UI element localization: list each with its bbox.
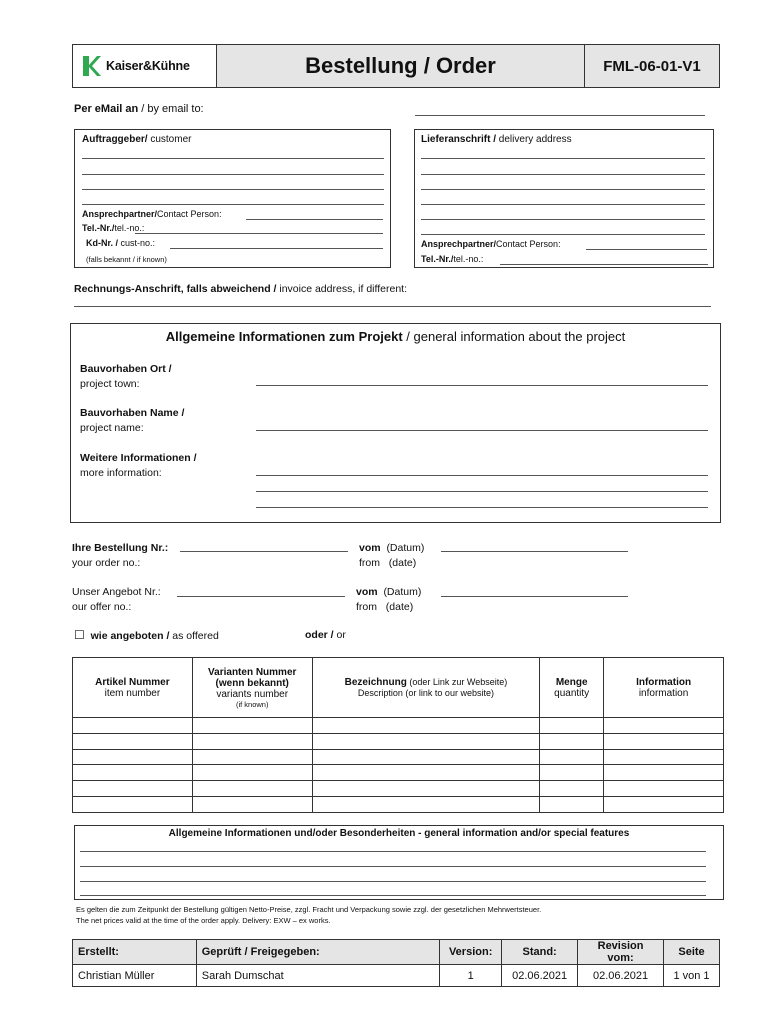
- footer-stand-value: 02.06.2021: [502, 965, 578, 987]
- footer-page-header: Seite: [664, 940, 720, 965]
- project-more-field-3[interactable]: [256, 507, 708, 508]
- customer-line-1[interactable]: [82, 158, 384, 159]
- checkbox-icon[interactable]: ☐: [74, 628, 85, 642]
- project-heading: Allgemeine Informationen zum Projekt / general information about the project: [165, 329, 626, 344]
- delivery-contact-label: Ansprechpartner/Contact Person:: [421, 239, 561, 249]
- table-cell[interactable]: [312, 718, 540, 734]
- table-cell[interactable]: [604, 718, 724, 734]
- footer-header-row: [73, 940, 720, 965]
- delivery-contact-field[interactable]: [586, 249, 707, 250]
- table-row: [73, 749, 724, 765]
- table-row: [73, 718, 724, 734]
- your-order-date-field[interactable]: [441, 551, 628, 552]
- table-cell[interactable]: [192, 718, 312, 734]
- customer-contact-label: Ansprechpartner/Contact Person:: [82, 209, 222, 219]
- table-cell[interactable]: [312, 733, 540, 749]
- customer-title: Auftraggeber/ customer: [82, 134, 192, 145]
- footer-checked-value: Sarah Dumschat: [196, 965, 439, 987]
- footer-version-value: 1: [440, 965, 502, 987]
- terms-note: Es gelten die zum Zeitpunkt der Bestellung gültigen Netto-Preise, zzgl. Fracht und Verpackung sowie zzgl. der gesetzlichen Mehrwertsteuer. The net prices valid at the time of the order apply. Delivery: EXW – ex works.: [76, 905, 542, 925]
- project-name-field[interactable]: [256, 430, 708, 431]
- table-cell[interactable]: [604, 733, 724, 749]
- table-cell[interactable]: [73, 765, 193, 781]
- project-town-label: Bauvorhaben Ort / project town:: [80, 363, 172, 390]
- special-line-1[interactable]: [80, 851, 706, 852]
- project-name-label: Bauvorhaben Name / project name:: [80, 407, 185, 434]
- table-cell[interactable]: [604, 765, 724, 781]
- invoice-field[interactable]: [74, 306, 711, 307]
- footer-created-header: Erstellt:: [73, 940, 197, 965]
- customer-contact-field[interactable]: [246, 219, 383, 220]
- header-quantity: Menge quantity: [540, 658, 604, 718]
- table-cell[interactable]: [192, 733, 312, 749]
- delivery-line-2[interactable]: [421, 174, 705, 175]
- header-item-number: Artikel Nummer item number: [73, 658, 193, 718]
- project-town-field[interactable]: [256, 385, 708, 386]
- your-order-date-label: vom (Datum) from (date): [359, 542, 425, 569]
- table-row: [73, 733, 724, 749]
- table-cell[interactable]: [540, 796, 604, 812]
- table-cell[interactable]: [540, 749, 604, 765]
- table-cell[interactable]: [312, 796, 540, 812]
- table-cell[interactable]: [604, 749, 724, 765]
- header-information: Information information: [604, 658, 724, 718]
- project-more-label: Weitere Informationen / more information:: [80, 452, 197, 479]
- document-code: FML-06-01-V1: [585, 45, 719, 87]
- email-label: Per eMail an / by email to:: [74, 103, 204, 115]
- customer-line-4[interactable]: [82, 204, 384, 205]
- table-row: [73, 796, 724, 812]
- table-cell[interactable]: [540, 765, 604, 781]
- logo-text: Kaiser&Kühne: [106, 59, 190, 73]
- or-label: oder / or: [305, 629, 346, 641]
- delivery-line-5[interactable]: [421, 219, 705, 220]
- special-heading: Allgemeine Informationen und/oder Besonderheiten - general information and/or special features: [168, 828, 630, 839]
- delivery-line-6[interactable]: [421, 234, 705, 235]
- document-header: [72, 44, 720, 88]
- delivery-tel-field[interactable]: [500, 264, 708, 265]
- footer-revision-header: Revision vom:: [578, 940, 664, 965]
- customer-kd-label: Kd-Nr. / cust-no.:: [86, 238, 156, 248]
- table-cell[interactable]: [312, 765, 540, 781]
- page-title: Bestellung / Order: [217, 45, 585, 87]
- special-line-3[interactable]: [80, 881, 706, 882]
- table-cell[interactable]: [192, 749, 312, 765]
- table-row: [73, 781, 724, 797]
- offer-label: Unser Angebot Nr.: our offer no.:: [72, 586, 161, 613]
- table-cell[interactable]: [540, 718, 604, 734]
- table-cell[interactable]: [540, 733, 604, 749]
- table-cell[interactable]: [73, 781, 193, 797]
- delivery-line-1[interactable]: [421, 158, 705, 159]
- delivery-tel-label: Tel.-Nr./tel.-no.:: [421, 254, 484, 264]
- offer-date-field[interactable]: [441, 596, 628, 597]
- items-header-row: [73, 658, 724, 718]
- as-offered-option[interactable]: ☐ wie angeboten / as offered: [74, 628, 219, 642]
- table-cell[interactable]: [73, 733, 193, 749]
- items-table: [72, 657, 724, 813]
- footer-version-header: Version:: [440, 940, 502, 965]
- customer-tel-field[interactable]: [135, 233, 383, 234]
- table-cell[interactable]: [192, 781, 312, 797]
- table-cell[interactable]: [312, 781, 540, 797]
- table-cell[interactable]: [540, 781, 604, 797]
- customer-line-2[interactable]: [82, 174, 384, 175]
- footer-page-value: 1 von 1: [664, 965, 720, 987]
- table-cell[interactable]: [73, 796, 193, 812]
- offer-field[interactable]: [177, 596, 345, 597]
- footer-created-value: Christian Müller: [73, 965, 197, 987]
- footer-value-row: [73, 965, 720, 987]
- footer-checked-header: Geprüft / Freigegeben:: [196, 940, 439, 965]
- company-logo: [73, 45, 217, 87]
- footer-stand-header: Stand:: [502, 940, 578, 965]
- delivery-title: Lieferanschrift / delivery address: [421, 134, 572, 145]
- invoice-label: Rechnungs-Anschrift, falls abweichend / invoice address, if different:: [74, 283, 407, 295]
- your-order-field[interactable]: [180, 551, 348, 552]
- your-order-label: Ihre Bestellung Nr.: your order no.:: [72, 542, 169, 569]
- special-line-2[interactable]: [80, 866, 706, 867]
- table-cell[interactable]: [604, 781, 724, 797]
- footer-table: [72, 939, 720, 987]
- table-cell[interactable]: [312, 749, 540, 765]
- offer-date-label: vom (Datum) from (date): [356, 586, 422, 613]
- header-variant-number: Varianten Nummer (wenn bekannt) variants number (if known): [192, 658, 312, 718]
- table-row: [73, 765, 724, 781]
- customer-kd-field[interactable]: [170, 248, 383, 249]
- delivery-line-3[interactable]: [421, 189, 705, 190]
- delivery-line-4[interactable]: [421, 204, 705, 205]
- project-more-field-1[interactable]: [256, 475, 708, 476]
- customer-tel-label: Tel.-Nr./tel.-no.:: [82, 223, 145, 233]
- email-field[interactable]: [415, 115, 705, 116]
- customer-note: (falls bekannt / if known): [86, 255, 167, 264]
- table-cell[interactable]: [604, 796, 724, 812]
- table-cell[interactable]: [73, 718, 193, 734]
- table-cell[interactable]: [73, 749, 193, 765]
- kaiser-kuehne-logo-icon: [83, 56, 101, 76]
- project-more-field-2[interactable]: [256, 491, 708, 492]
- customer-line-3[interactable]: [82, 189, 384, 190]
- special-line-4[interactable]: [80, 895, 706, 896]
- table-cell[interactable]: [192, 796, 312, 812]
- table-cell[interactable]: [192, 765, 312, 781]
- footer-revision-value: 02.06.2021: [578, 965, 664, 987]
- header-description: Bezeichnung (oder Link zur Webseite) Description (or link to our website): [312, 658, 540, 718]
